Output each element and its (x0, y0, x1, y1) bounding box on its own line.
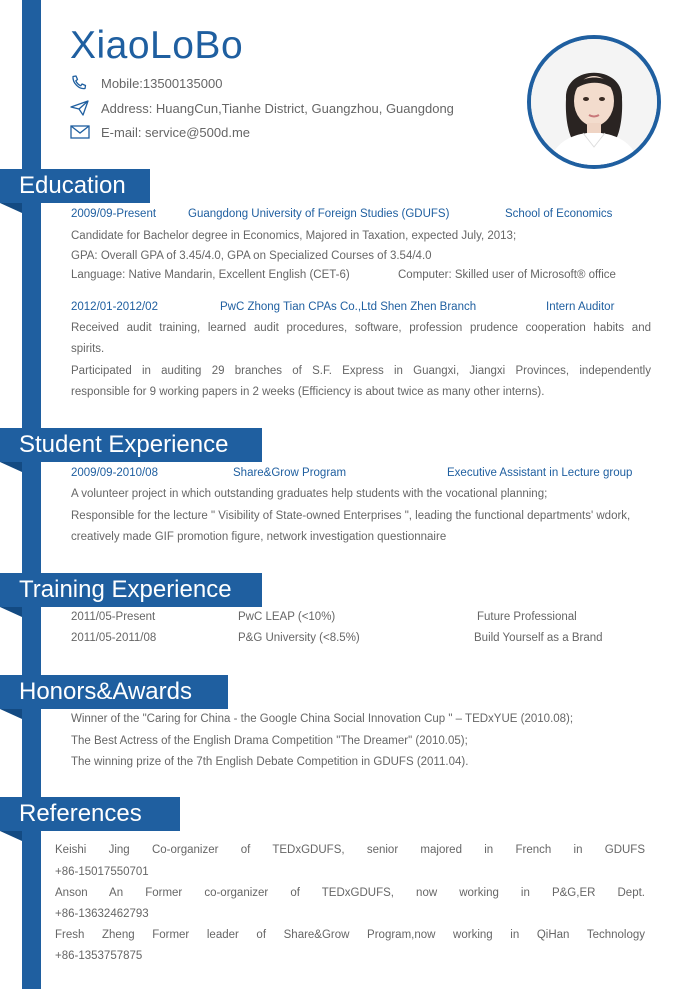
training-row1-date: 2011/05-Present (71, 611, 156, 623)
edu1-line2: GPA: Overall GPA of 3.45/4.0, GPA on Specialized Courses of 3.54/4.0 (71, 250, 432, 262)
edu2-line4: responsible for 9 working papers in 2 weeks (Efficiency is about twice as many other interns). (71, 386, 545, 398)
training-row1-desc: Future Professional (477, 611, 577, 623)
section-training-heading (0, 573, 262, 607)
left-accent-bar (22, 0, 41, 989)
student-line1: A volunteer project in which outstanding graduates help students with the vocational planning; (71, 488, 548, 500)
section-honors-heading (0, 675, 228, 709)
edu1-line1: Candidate for Bachelor degree in Economics, Majored in Taxation, expected July, 2013; (71, 230, 517, 242)
student-date: 2009/09-2010/08 (71, 467, 158, 479)
candidate-name: XiaoLoBo (70, 24, 244, 67)
section-education-title: Education (19, 172, 126, 199)
reference-3-line: Fresh Zheng Former leader of Share&Grow Program,now working in QiHan Technology (55, 929, 645, 941)
section-education-heading (0, 169, 150, 203)
training-row2-desc: Build Yourself as a Brand (474, 632, 603, 644)
edu2-role: Intern Auditor (546, 301, 615, 313)
phone-icon (70, 75, 94, 91)
edu2-line2: spirits. (71, 343, 105, 355)
contact-address (70, 100, 454, 116)
reference-2-line: Anson An Former co-organizer of TEDxGDUFS, now working in P&G,ER Dept. (55, 887, 645, 899)
mail-icon (70, 124, 94, 140)
send-icon (70, 100, 94, 116)
reference-1-line: Keishi Jing Co-organizer of TEDxGDUFS, senior majored in French in GDUFS (55, 844, 645, 856)
student-org: Share&Grow Program (233, 467, 347, 479)
section-student-heading (0, 428, 262, 462)
section-honors-title: Honors&Awards (19, 678, 192, 705)
edu1-line3b: Computer: Skilled user of Microsoft® office (398, 269, 616, 281)
edu1-role: School of Economics (505, 208, 613, 220)
contact-email (70, 124, 250, 140)
student-line3: creatively made GIF promotion figure, network investigation questionnaire (71, 531, 447, 543)
reference-2-phone: +86-13632462793 (55, 908, 149, 920)
section-student-title: Student Experience (19, 431, 229, 458)
reference-1-phone: +86-15017550701 (55, 866, 149, 878)
student-line2: Responsible for the lecture " Visibility of State-owned Enterprises ", leading the functional departments' wdork, (71, 510, 631, 522)
profile-photo (527, 35, 661, 169)
edu2-org: PwC Zhong Tian CPAs Co.,Ltd Shen Zhen Branch (220, 301, 477, 313)
edu1-date: 2009/09-Present (71, 208, 157, 220)
section-references-heading (0, 797, 180, 831)
edu1-org: Guangdong University of Foreign Studies (GDUFS) (188, 208, 450, 220)
edu1-line3a: Language: Native Mandarin, Excellent English (CET-6) (71, 269, 350, 281)
reference-3-phone: +86-1353757875 (55, 950, 143, 962)
honor-item-1: Winner of the "Caring for China - the Google China Social Innovation Cup " – TEDxYUE (2010.08); (71, 713, 574, 725)
contact-mobile (70, 75, 222, 91)
section-training-title: Training Experience (19, 576, 232, 603)
training-row2-name: P&G University (<8.5%) (238, 632, 360, 644)
edu2-date: 2012/01-2012/02 (71, 301, 158, 313)
training-row1-name: PwC LEAP (<10%) (238, 611, 336, 623)
contact-email-text: E-mail: service@500d.me (101, 124, 251, 140)
student-role: Executive Assistant in Lecture group (447, 467, 633, 479)
section-references-title: References (19, 800, 142, 827)
honor-item-3: The winning prize of the 7th English Debate Competition in GDUFS (2011.04). (71, 756, 469, 768)
contact-mobile-text: Mobile:13500135000 (101, 75, 223, 91)
contact-address-text: Address: HuangCun,Tianhe District, Guangzhou, Guangdong (101, 100, 454, 116)
edu2-line3: Participated in auditing 29 branches of S.F. Express in Guangxi, Jiangxi Provinces, independently (71, 365, 651, 377)
edu2-line1: Received audit training, learned audit procedures, software, profession prudence cooperation habits and (71, 322, 651, 334)
honor-item-2: The Best Actress of the English Drama Competition "The Dreamer" (2010.05); (71, 735, 468, 747)
training-row2-date: 2011/05-2011/08 (71, 632, 157, 644)
